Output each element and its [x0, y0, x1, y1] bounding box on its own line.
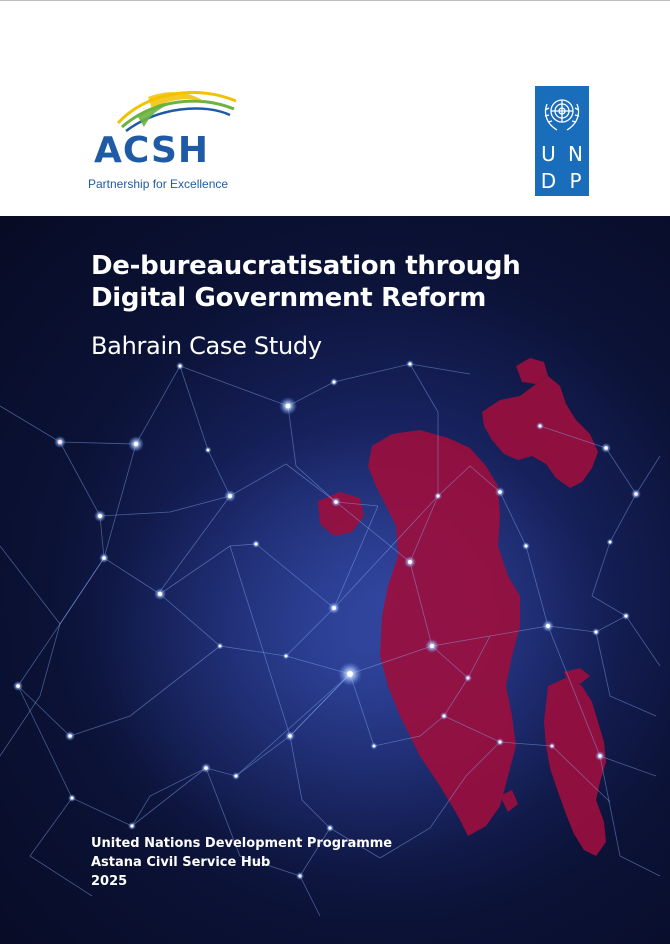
- undp-letter-d: D: [540, 168, 557, 193]
- publisher-undp: United Nations Development Programme: [91, 836, 393, 851]
- publication-year: 2025: [91, 874, 128, 889]
- cover-title: [91, 250, 520, 314]
- undp-letters: [535, 140, 589, 196]
- cover-header: [0, 1, 670, 216]
- un-emblem-icon: [539, 90, 585, 136]
- cover-subtitle: Bahrain Case Study: [91, 332, 322, 360]
- undp-letter-n: N: [568, 141, 583, 166]
- publisher-acsh: Astana Civil Service Hub: [91, 855, 271, 870]
- undp-letter-p: P: [569, 168, 582, 193]
- acsh-wordmark: ACSH: [94, 130, 210, 171]
- publisher-block: [91, 834, 392, 891]
- acsh-logo: [84, 87, 234, 197]
- cover-title-line-1: De-bureaucratisation through: [91, 251, 521, 281]
- cover-title-line-2: Digital Government Reform: [91, 283, 487, 313]
- cover-panel: [0, 216, 670, 944]
- undp-logo: [535, 86, 589, 196]
- background-glow: [100, 426, 620, 866]
- acsh-tagline: Partnership for Excellence: [88, 177, 229, 191]
- undp-letter-u: U: [541, 141, 556, 166]
